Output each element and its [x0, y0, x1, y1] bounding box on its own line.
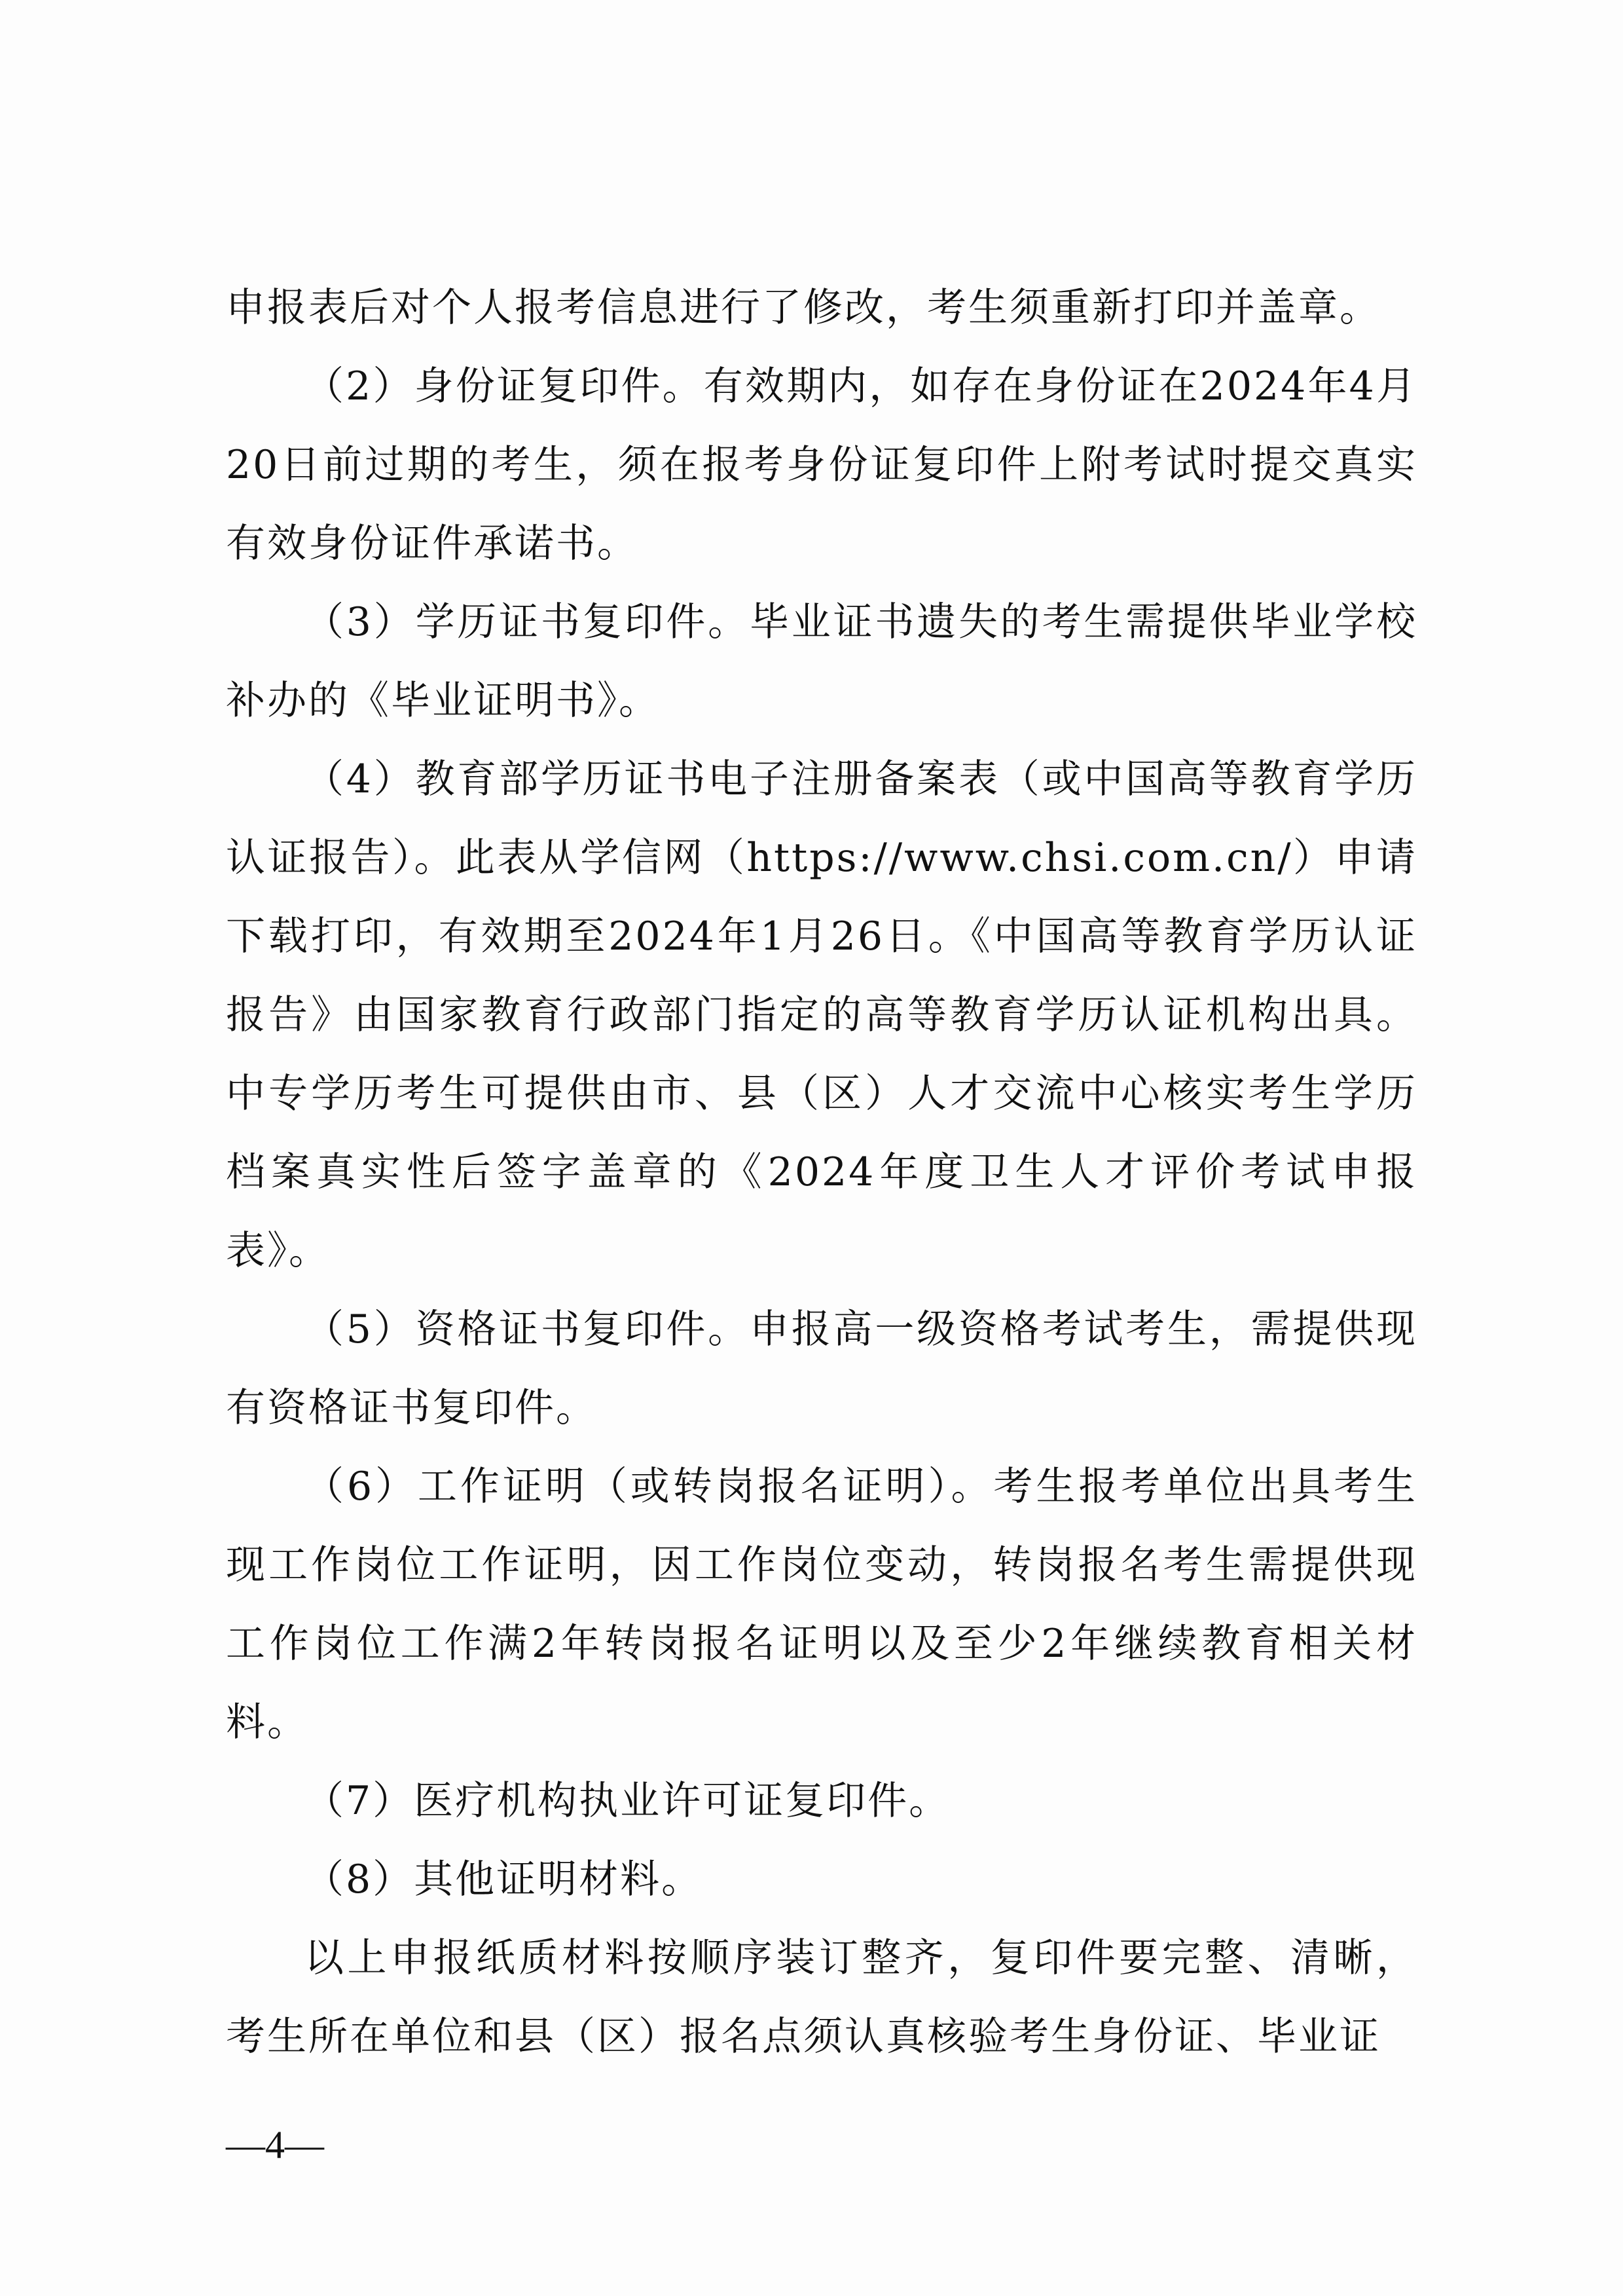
paragraph-item-5-qualification: （5）资格证书复印件。申报高一级资格考试考生，需提供现有资格证书复印件。 [226, 1306, 1417, 1431]
paragraph-item-7-license: （7）医疗机构执业许可证复印件。 [304, 1778, 951, 1824]
paragraph-continuation: 申报表后对个人报考信息进行了修改，考生须重新打印并盖章。 [226, 285, 1381, 331]
paragraph-item-8-other: （8）其他证明材料。 [304, 1857, 703, 1902]
paragraph-binding-instructions: 以上申报纸质材料按顺序装订整齐，复印件要完整、清晰，考生所在单位和县（区）报名点须认真核验考生身份证、毕业证 [226, 1935, 1417, 2060]
page-number: —4— [226, 2123, 324, 2166]
body-text [226, 268, 1417, 2076]
paragraph-item-2-id-card: （2）身份证复印件。有效期内，如存在身份证在2024年4月20日前过期的考生，须在报考身份证复印件上附考试时提交真实有效身份证件承诺书。 [226, 363, 1417, 566]
paragraph-item-3-diploma: （3）学历证书复印件。毕业证书遗失的考生需提供毕业学校补办的《毕业证明书》。 [226, 599, 1417, 724]
paragraph-item-6-work-certificate: （6）工作证明（或转岗报名证明）。考生报考单位出具考生现工作岗位工作证明，因工作岗位变动，转岗报名考生需提供现工作岗位工作满2年转岗报名证明以及至少2年继续教育相关材料。 [226, 1464, 1417, 1745]
paragraph-item-4-registration-form: （4）教育部学历证书电子注册备案表（或中国高等教育学历认证报告）。此表从学信网（https://www.chsi.com.cn/）申请下载打印，有效期至2024年1月26日。《中国高等教育学历认证报告》由国家教育行政部门指定的高等教育学历认证机构出具。中专学历考生可提供由市、县（区）人才交流中心核实考生学历档案真实性后签字盖章的《2024年度卫生人才评价考试申报表》。 [226, 756, 1417, 1274]
